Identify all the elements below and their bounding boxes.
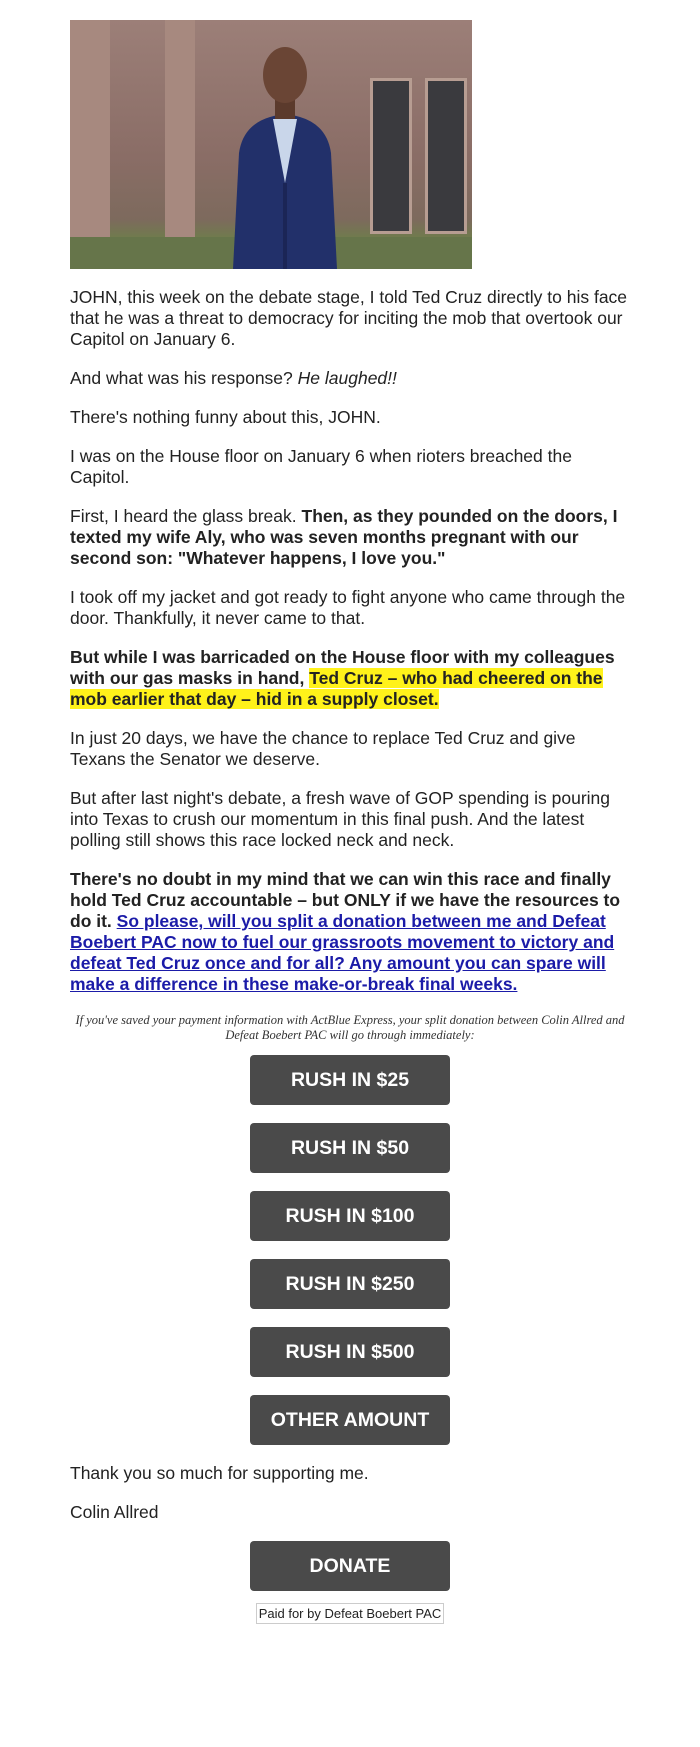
paragraph-gop-spending: But after last night's debate, a fresh wave of GOP spending is pouring into Texas to crush our momentum in this final push. And the latest polling still shows this race locked neck and neck. (70, 788, 611, 850)
response-emphasis: He laughed!! (297, 368, 397, 388)
donate-button[interactable]: DONATE (250, 1541, 450, 1591)
barricaded-highlight: Ted Cruz – who had cheered on the mob earlier that day – hid in a supply closet. (70, 668, 603, 709)
paragraph-response (70, 368, 630, 389)
person-figure (225, 33, 345, 269)
paragraph-20-days: In just 20 days, we have the chance to replace Ted Cruz and give Texans the Senator we deserve. (70, 728, 576, 769)
rush-in-250-button[interactable]: RUSH IN $250 (250, 1259, 450, 1309)
rush-in-500-button[interactable]: RUSH IN $500 (250, 1327, 450, 1377)
paragraph-ask (70, 869, 630, 995)
thank-you-text: Thank you so much for supporting me. (70, 1463, 369, 1483)
rush-in-50-button[interactable]: RUSH IN $50 (250, 1123, 450, 1173)
paragraph-barricaded (70, 647, 630, 710)
barricaded-bold: But while I was barricaded on the House floor with my colleagues with our gas masks in hand, (70, 647, 615, 688)
glass-break-bold: Then, as they pounded on the doors, I texted my wife Aly, who was seven months pregnant with our second son: "Whatever happens, I love you." (70, 506, 618, 568)
response-text: And what was his response? (70, 368, 298, 388)
paragraph-glass-break (70, 506, 630, 569)
paragraph-nothing-funny: There's nothing funny about this, JOHN. (70, 407, 381, 427)
paragraph-intro: JOHN, this week on the debate stage, I told Ted Cruz directly to his face that he was a threat to democracy for inciting the mob that overtook our Capitol on January 6. (70, 287, 628, 349)
rush-in-100-button[interactable]: RUSH IN $100 (250, 1191, 450, 1241)
donation-link[interactable]: So please, will you split a donation between me and Defeat Boebert PAC now to fuel our grassroots movement to victory and defeat Ted Cruz once and for all? Any amount you can spare will make a difference in these make-or-break final weeks. (70, 911, 615, 994)
rush-in-25-button[interactable]: RUSH IN $25 (250, 1055, 450, 1105)
email-body (70, 20, 630, 1624)
paragraph-house-floor: I was on the House floor on January 6 when rioters breached the Capitol. (70, 446, 572, 487)
paragraph-jacket: I took off my jacket and got ready to fight anyone who came through the door. Thankfully, it never came to that. (70, 587, 626, 628)
other-amount-button[interactable]: OTHER AMOUNT (250, 1395, 450, 1445)
hero-photo (70, 20, 472, 269)
signature: Colin Allred (70, 1502, 159, 1522)
ask-bold: There's no doubt in my mind that we can win this race and finally hold Ted Cruz accountable – but ONLY if we have the resources to do it. (70, 869, 621, 931)
paid-for-disclaimer: Paid for by Defeat Boebert PAC (256, 1603, 445, 1624)
actblue-express-note: If you've saved your payment information with ActBlue Express, your split donation between Colin Allred and Defeat Boebert PAC will go through immediately: (75, 1013, 625, 1042)
glass-break-text: First, I heard the glass break. (70, 506, 302, 526)
